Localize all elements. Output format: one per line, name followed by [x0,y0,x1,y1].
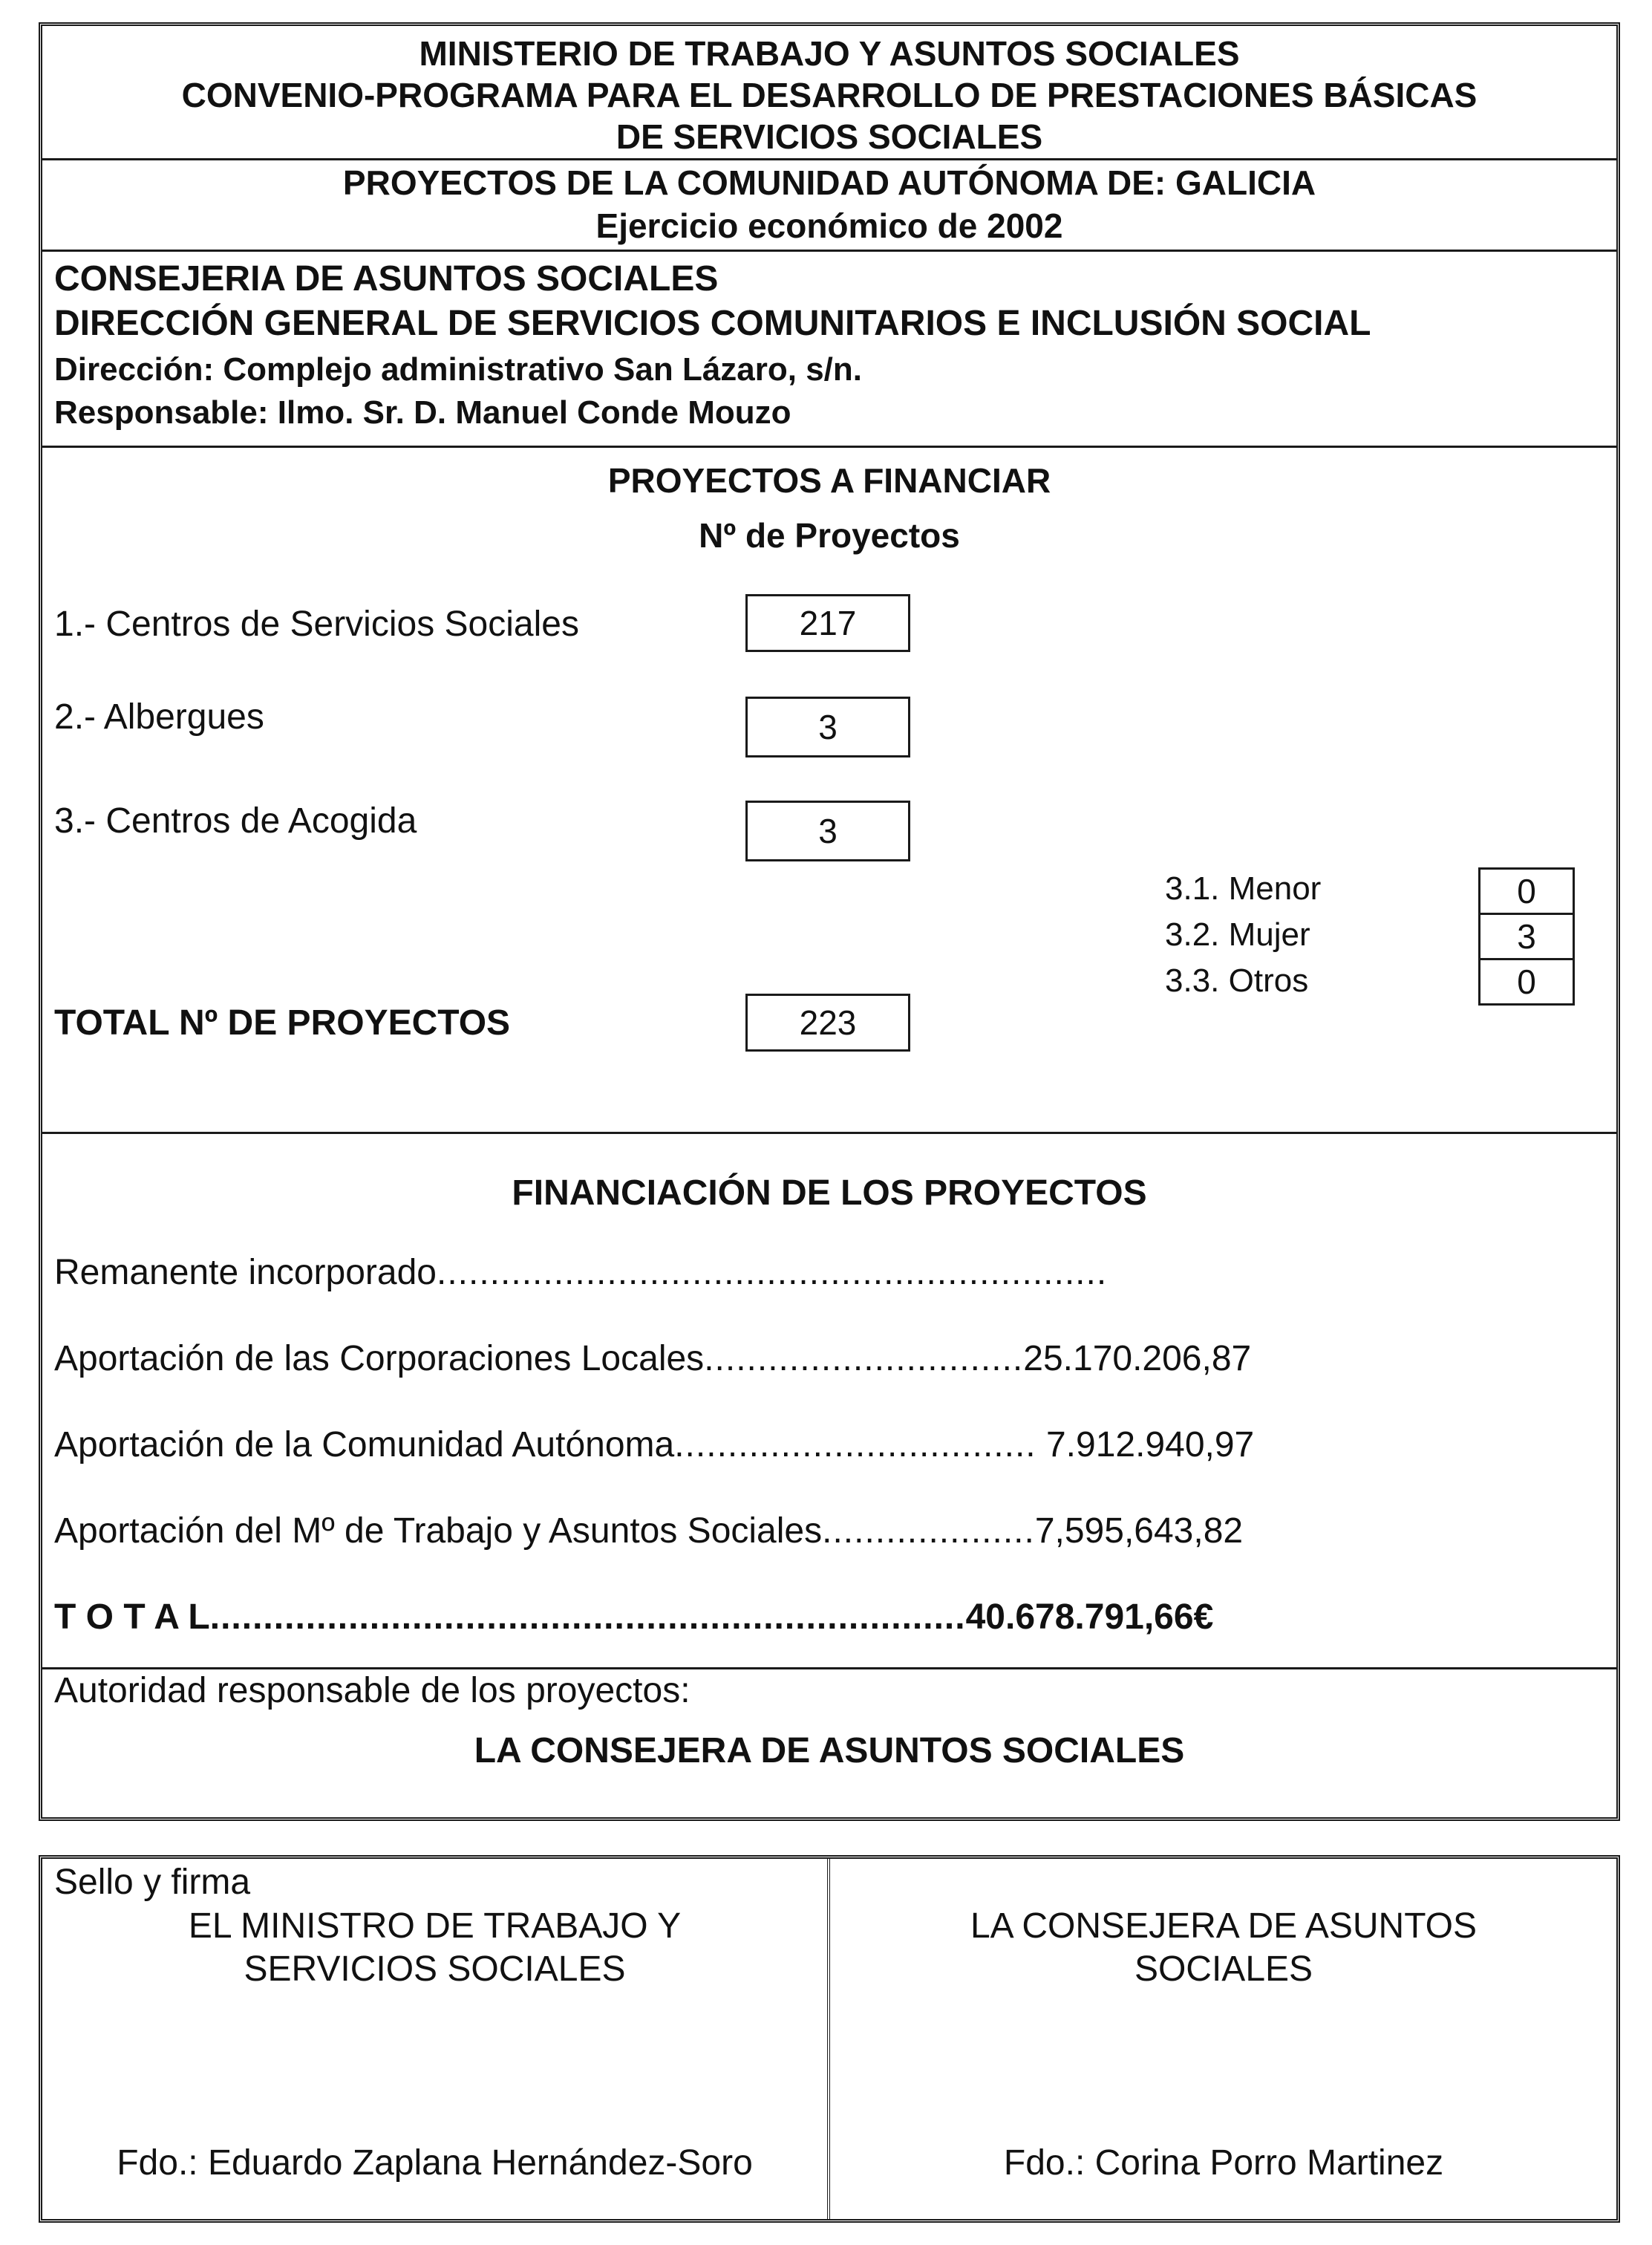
projects-title: PROYECTOS A FINANCIAR [607,461,1051,500]
minister-title-1: EL MINISTRO DE TRABAJO Y [188,1906,682,1946]
financing-label: Aportación de las Corporaciones Locales [54,1339,705,1378]
responsible: Responsable: Ilmo. Sr. D. Manuel Conde Mouzo [54,394,791,431]
address: Dirección: Complejo administrativo San Lázaro, s/n. [54,351,863,388]
financing-total-label: T O T A L [54,1597,210,1637]
consejera-title-1: LA CONSEJERA DE ASUNTOS [970,1906,1477,1946]
fiscal-year: Ejercicio económico de 2002 [595,206,1063,245]
financing-value: 7,595,643,82 [1034,1511,1244,1551]
total-projects-label: TOTAL Nº DE PROYECTOS [54,1003,511,1043]
projects-count-header: Nº de Proyectos [699,516,960,555]
authority-name: LA CONSEJERA DE ASUNTOS SOCIALES [474,1731,1185,1770]
financing-total-value: 40.678.791,66€ [965,1597,1214,1637]
financing-dots: .................... [822,1511,1035,1551]
seal-label: Sello y firma [54,1863,251,1902]
minister-signature [42,1859,830,2219]
minister-title-2: SERVICIOS SOCIALES [244,1949,626,1989]
consejera-signed: Fdo.: Corina Porro Martinez [1003,2143,1444,2183]
financing-row-comunidad [54,1424,1254,1465]
financing-label: Aportación de la Comunidad Autónoma [54,1425,675,1464]
project-value-albergues: 3 [745,697,910,757]
project-value-centros-acogida: 3 [745,801,910,861]
financing-value: 25.170.206,87 [1023,1339,1252,1378]
minister-signed: Fdo.: Eduardo Zaplana Hernández-Soro [117,2143,753,2183]
financing-title: FINANCIACIÓN DE LOS PROYECTOS [512,1173,1147,1213]
financing-label: Aportación del Mº de Trabajo y Asuntos Sociales [54,1511,823,1551]
financing-row-remanente [54,1252,1107,1293]
consejera-title-2: SOCIALES [1134,1949,1313,1989]
main-form [39,22,1620,1821]
signature-block [39,1855,1620,2223]
financing-dots: ............................................................... [437,1253,1108,1292]
consejeria: CONSEJERIA DE ASUNTOS SOCIALES [54,259,719,299]
financing-row-ministerio [54,1511,1243,1551]
financing-label: Remanente incorporado [54,1253,437,1292]
authority-label: Autoridad responsable de los proyectos: [54,1671,690,1710]
subitem-value-otros: 0 [1478,958,1575,1006]
subitem-label-mujer: 3.2. Mujer [1165,916,1310,953]
projects-section [42,446,1616,1134]
ministry-title: MINISTERIO DE TRABAJO Y ASUNTOS SOCIALES [419,34,1240,73]
program-title: CONVENIO-PROGRAMA PARA EL DESARROLLO DE PRESTACIONES BÁSICAS [181,76,1478,114]
total-projects-value: 223 [745,994,910,1052]
program-subtitle: DE SERVICIOS SOCIALES [616,117,1043,156]
project-label-centros-servicios: 1.- Centros de Servicios Sociales [54,605,579,644]
financing-dots: .............................. [704,1339,1024,1378]
financing-value: 7.912.940,97 [1036,1425,1255,1464]
direccion-general: DIRECCIÓN GENERAL DE SERVICIOS COMUNITARIOS E INCLUSIÓN SOCIAL [54,304,1371,343]
community-title: PROYECTOS DE LA COMUNIDAD AUTÓNOMA DE: GALICIA [342,163,1316,202]
ministry-header [42,26,1616,160]
project-label-albergues: 2.- Albergues [54,697,264,737]
financing-dots: .................................. [674,1425,1036,1464]
department-info [42,250,1616,448]
project-value-centros-servicios: 217 [745,594,910,652]
subitem-value-mujer: 3 [1478,913,1575,960]
financing-section [42,1132,1616,1669]
community-header [42,158,1616,252]
subitem-label-otros: 3.3. Otros [1165,962,1309,999]
financing-total [54,1597,1213,1638]
authority-section [42,1667,1616,1817]
subitem-value-menor: 0 [1478,867,1575,915]
financing-total-dots: ....................................................................... [209,1597,966,1637]
subitem-label-menor: 3.1. Menor [1165,870,1322,907]
financing-row-corporaciones [54,1338,1251,1379]
project-label-centros-acogida: 3.- Centros de Acogida [54,801,417,841]
consejera-signature [831,1859,1616,2219]
